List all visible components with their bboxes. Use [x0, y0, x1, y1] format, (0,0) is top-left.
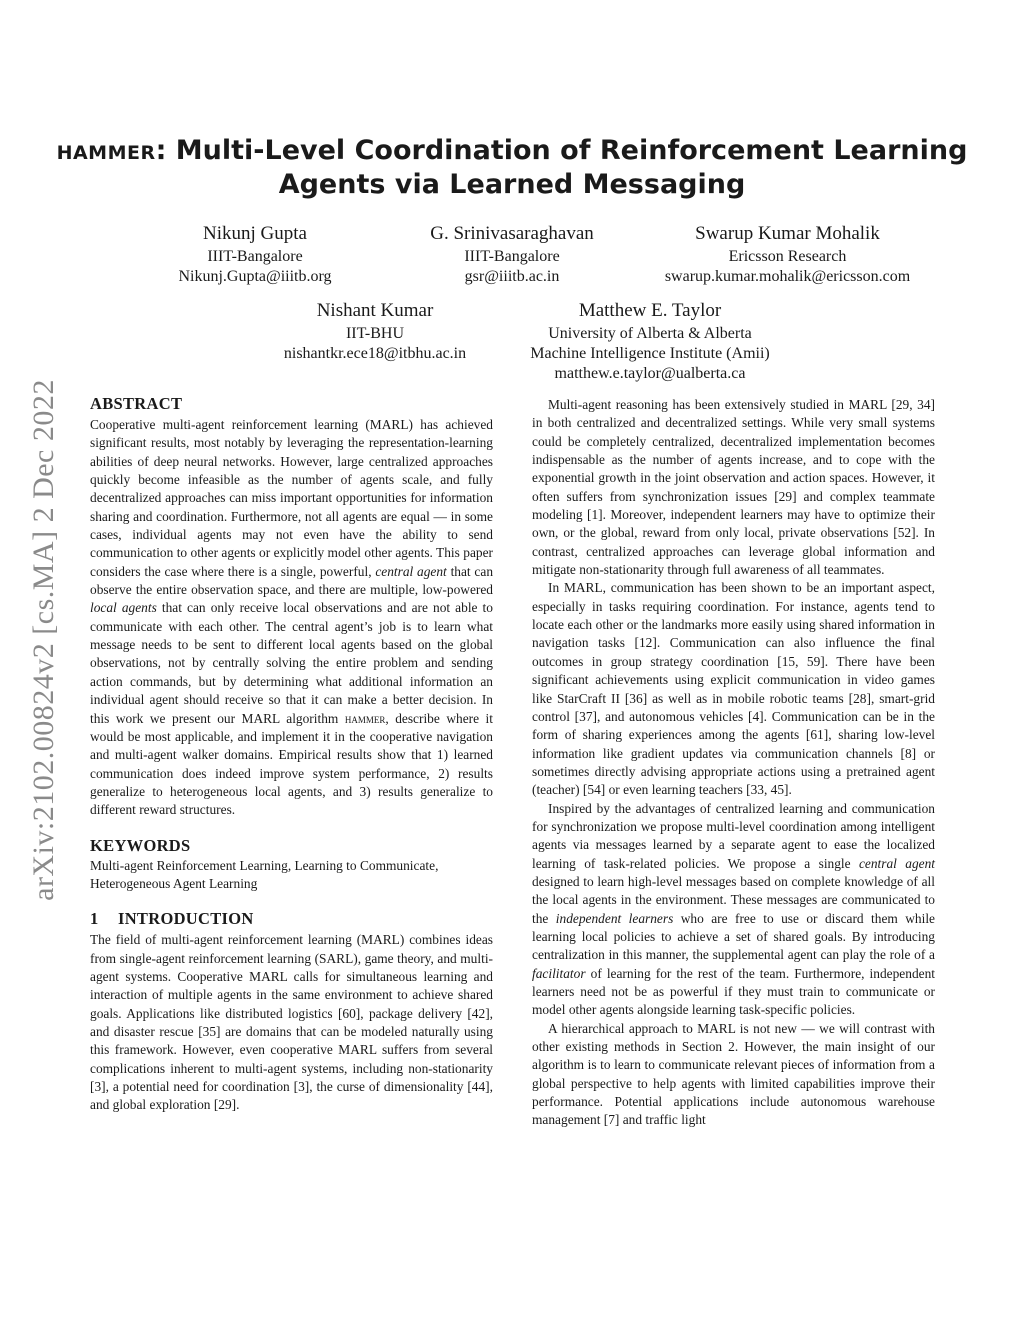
author-block: [382, 222, 642, 287]
introduction-paragraph: The field of multi-agent reinforcement learning (MARL) combines ideas from single-agent reinforcement learning (SARL), game theory, and multi-agent systems. Cooperative MARL calls for simultaneous learning and interaction of multiple agents in the same environment to achieve shared goals. Applications like distributed logistics [60], package delivery [42], and disaster rescue [35] are domains that can be modeled naturally using this framework. However, even cooperative MARL suffers from several complications inherent to multi-agent systems, including non-stationarity [3], a potential need for coordination [3], the curse of dimensionality [44], and global exploration [29].: [90, 932, 493, 1113]
author-affiliation: Machine Intelligence Institute (Amii): [530, 345, 770, 362]
author-affiliation: IIT-BHU: [345, 325, 405, 342]
author-name: G. Srinivasaraghavan: [430, 223, 594, 244]
body-paragraph: In MARL, communication has been shown to be an important aspect, especially in tasks requiring coordination. For instance, agents tend to locate each other or the landmarks more easily using shared information in navigation tasks [12]. Communication can also influence the final outcomes in group strategy coordination [15, 59]. There have been significant achievements using explicit communication in video games like StarCraft II [36] as well as in mobile robotic teams [28], smart-grid control [37], and autonomous vehicles [4]. Communication can be in the form of sharing experiences among the agents [61], sharing low-level information like gradient updates via communication channels [8] or sometimes directly advising appropriate actions using a pretrained agent (teacher) [54] or even learning teachers [33, 45].: [532, 580, 935, 798]
author-block: [635, 222, 940, 287]
author-affiliation: IIIT-Bangalore: [207, 248, 303, 265]
introduction-heading: 1 INTRODUCTION: [90, 909, 254, 929]
abstract-heading: ABSTRACT: [90, 394, 183, 413]
arxiv-stamp: arXiv:2102.00824v2 [cs.MA] 2 Dec 2022: [27, 379, 60, 901]
author-email: gsr@iiitb.ac.in: [464, 268, 560, 285]
author-email: Nikunj.Gupta@iiitb.org: [178, 268, 332, 285]
keywords-heading: KEYWORDS: [90, 835, 191, 855]
author-name: Matthew E. Taylor: [578, 300, 722, 321]
keywords-text: Multi-agent Reinforcement Learning, Learning to Communicate, Heterogeneous Agent Learning: [90, 857, 439, 891]
body-paragraph: Inspired by the advantages of centralized learning and communication for synchronization we propose multi-level coordination among intelligent agents via messages learned by a separate agent to ease the localized learning of task-related policies. We propose a single central agent designed to learn high-level messages based on complete knowledge of all the local agents in the environment. These messages are communicated to the independent learners who are free to use or discard them while learning local policies to achieve a set of shared goals. By introducing centralization in this manner, the supplemental agent can play the role of a facilitator of learning for the rest of the team. Furthermore, independent learners need not be as powerful if they must train to communicate or model other agents alongside learning task-specific policies.: [532, 800, 935, 1018]
author-affiliation: Ericsson Research: [728, 248, 847, 265]
title-line2: Agents via Learned Messaging: [278, 169, 746, 200]
author-block: [250, 299, 500, 364]
left-column: [90, 394, 493, 1115]
body-paragraph: A hierarchical approach to MARL is not new — we will contrast with other existing methods in Section 2. However, the main insight of our algorithm is to learn to communicate relevant pieces of information from a global perspective to help agents with limited capabilities improve their performance. Potential applications include autonomous warehouse management [7] and traffic light: [532, 1020, 935, 1128]
abstract-text: Cooperative multi-agent reinforcement learning (MARL) has achieved significant results, most notably by leveraging the representation-learning abilities of deep neural networks. However, large centralized approaches quickly become infeasible as the number of agents scale, and fully decentralized approaches can miss important opportunities for information sharing and coordination. Furthermore, not all agents are equal — in some cases, individual agents may not even have the ability to send communication to other agents or explicitly model other agents. This paper considers the case where there is a single, powerful, central agent that can observe the entire observation space, and there are multiple, low-powered local agents that can only receive local observations and are not able to communicate with each other. The central agent’s job is to learn what message needs to be sent to different local agents based on the global observations, not by centrally solving the entire problem and sending action commands, but by determining what additional information an individual agent should receive so that it can make a better decision. In this work we present our MARL algorithm hammer, describe where it would be most applicable, and implement it in the cooperative navigation and multi-agent walker domains. Empirical results show that 1) learned communication does indeed improve system performance, 2) results generalize to heterogeneous local agents, and 3) results generalize to different reward structures.: [90, 417, 494, 818]
right-column: [532, 396, 935, 1130]
author-email: nishantkr.ece18@itbhu.ac.in: [283, 345, 467, 362]
author-affiliation: University of Alberta & Alberta: [548, 325, 752, 342]
author-name: Nishant Kumar: [316, 300, 434, 321]
author-block: [130, 222, 380, 287]
author-block: [505, 299, 795, 384]
author-name: Nikunj Gupta: [203, 223, 307, 244]
title-line1: : Multi-Level Coordination of Reinforcement Learning: [155, 135, 968, 166]
title-system-name: hammer: [56, 135, 156, 166]
body-paragraph: Multi-agent reasoning has been extensively studied in MARL [29, 34] in both centralized and decentralized settings. While very small systems could be completely centralized, decentralized implementation becomes indispensable as the number of agents increase, and to cope with the exponential growth in the joint observation and action spaces. However, it often suffers from synchronization issues [29] and complex teammate modeling [1]. Moreover, independent learners may have to optimize their own, or the global, reward from only local, private observations [52]. In contrast, centralized approaches can leverage global information and mitigate non-stationarity through full awareness of all teammates.: [532, 397, 935, 578]
paper-title: [0, 134, 1024, 202]
author-email: matthew.e.taylor@ualberta.ca: [554, 365, 746, 382]
author-name: Swarup Kumar Mohalik: [695, 223, 880, 244]
author-affiliation: IIIT-Bangalore: [464, 248, 560, 265]
author-email: swarup.kumar.mohalik@ericsson.com: [664, 268, 911, 285]
